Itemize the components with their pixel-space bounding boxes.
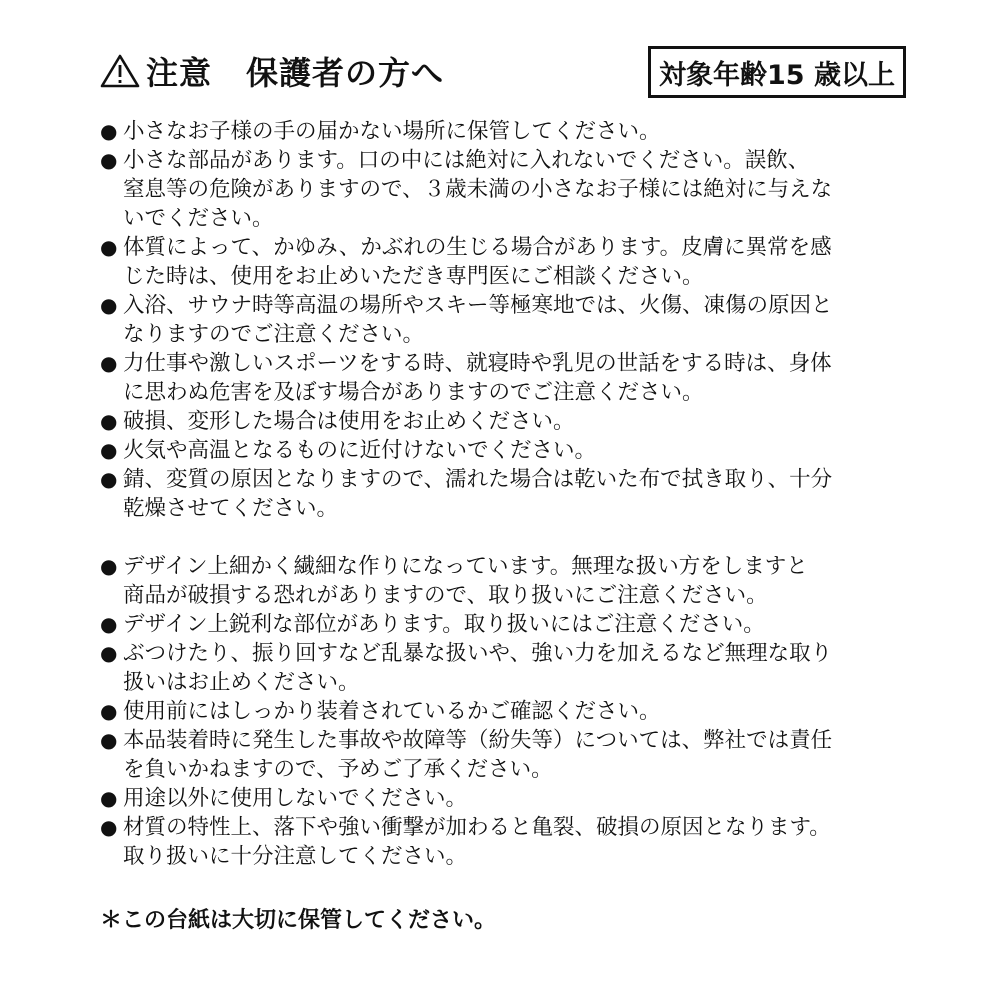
bullet-icon: ● [100,728,118,752]
notice-item [100,436,920,465]
notice-text: 火気や高温となるものに近付けないでください。 [123,438,597,463]
notice-item [100,233,920,291]
bullet-icon: ● [100,699,118,723]
notice-item [100,813,920,871]
notice-item [100,697,920,726]
notice-item [100,552,920,610]
notice-item [100,117,920,146]
notice-text: 用途以外に使用しないでください。 [123,786,468,811]
notice-group-2 [100,552,920,871]
notice-item [100,610,920,639]
notice-item [100,291,920,349]
notice-text: 破損、変形した場合は使用をお止めください。 [123,409,575,434]
notice-item [100,784,920,813]
title-main: 注意 [146,54,213,92]
bullet-icon: ● [100,438,118,462]
notice-item [100,726,920,784]
notice-text: 力仕事や激しいスポーツをする時、就寝時や乳児の世話をする時は、身体 に思わぬ危害を及ぼす場合がありますのでご注意ください。 [123,351,832,405]
bullet-icon: ● [100,815,118,839]
notice-text: 体質によって、かゆみ、かぶれの生じる場合があります。皮膚に異常を感 じた時は、使用をお止めいただき専門医にご相談ください。 [123,235,832,289]
notice-text: デザイン上細かく繊細な作りになっています。無理な扱い方をしますと 商品が破損する恐れがありますので、取り扱いにご注意ください。 [123,554,808,608]
notice-text: 材質の特性上、落下や強い衝撃が加わると亀裂、破損の原因となります。 取り扱いに十分注意してください。 [123,815,831,869]
notice-text: 入浴、サウナ時等高温の場所やスキー等極寒地では、火傷、凍傷の原因と なりますのでご注意ください。 [123,293,833,347]
notice-item [100,146,920,233]
notice-text: 本品装着時に発生した事故や故障等（紛失等）については、弊社では責任 を負いかねますので、予めご了承ください。 [123,728,833,782]
notice-text: 小さな部品があります。口の中には絶対に入れないでください。誤飲、 窒息等の危険がありますので、３歳未満の小さなお子様には絶対に与えな いでください。 [123,148,833,231]
footnote: ＊この台紙は大切に保管してください。 [100,908,497,933]
notice-item [100,349,920,407]
bullet-icon: ● [100,293,118,317]
notice-item [100,639,920,697]
notice-group-1 [100,117,920,523]
bullet-icon: ● [100,786,118,810]
bullet-icon: ● [100,641,118,665]
bullet-icon: ● [100,409,118,433]
bullet-icon: ● [100,612,118,636]
notice-text: 小さなお子様の手の届かない場所に保管してください。 [123,119,661,144]
header [100,46,906,96]
warning-triangle-icon [100,53,140,89]
bullet-icon: ● [100,467,118,491]
notice-item [100,465,920,523]
page-title [100,46,444,96]
bullet-icon: ● [100,235,118,259]
title-sub: 保護者の方へ [246,54,445,92]
bullet-icon: ● [100,148,118,172]
bullet-icon: ● [100,554,118,578]
notice-text: 使用前にはしっかり装着されているかご確認ください。 [123,699,661,724]
notice-text: ぶつけたり、振り回すなど乱暴な扱いや、強い力を加えるなど無理な取り 扱いはお止めください。 [123,641,833,695]
notice-item [100,407,920,436]
bullet-icon: ● [100,351,118,375]
notice-text: 錆、変質の原因となりますので、濡れた場合は乾いた布で拭き取り、十分 乾燥させてください。 [123,467,833,521]
notice-text: デザイン上鋭利な部位があります。取り扱いにはご注意ください。 [123,612,765,637]
notice-list [100,117,920,871]
age-label-box: 対象年齢15 歳以上 [648,46,906,98]
bullet-icon: ● [100,119,118,143]
